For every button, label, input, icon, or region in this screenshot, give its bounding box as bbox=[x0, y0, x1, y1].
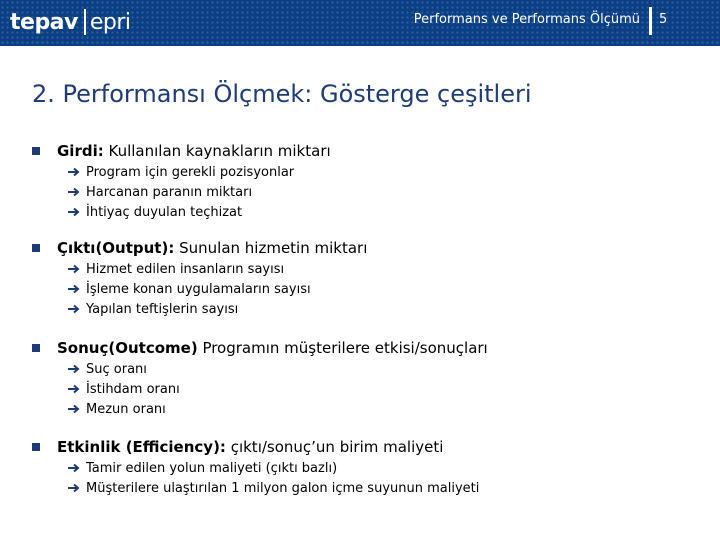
section-outcome bbox=[32, 337, 488, 419]
list-item bbox=[68, 162, 331, 182]
sub-list bbox=[68, 259, 367, 319]
presentation-title: Performans ve Performans Ölçümü bbox=[413, 12, 640, 27]
sub-list bbox=[68, 359, 488, 419]
list-item-text: İşleme konan uygulamaların sayısı bbox=[86, 281, 311, 297]
header-bar bbox=[0, 0, 720, 46]
square-bullet-icon bbox=[32, 344, 40, 352]
logo-tepav: tepav bbox=[10, 9, 78, 35]
arrow-right-icon bbox=[68, 483, 80, 493]
list-item-text: İhtiyaç duyulan teçhizat bbox=[86, 204, 243, 220]
arrow-right-icon bbox=[68, 304, 80, 314]
logo-separator bbox=[84, 9, 86, 35]
term-label: Girdi: bbox=[57, 142, 104, 160]
list-item-text: Tamir edilen yolun maliyeti (çıktı bazlı) bbox=[86, 460, 338, 476]
bullet-text bbox=[57, 142, 331, 160]
sub-list bbox=[68, 162, 331, 222]
list-item bbox=[68, 259, 367, 279]
arrow-right-icon bbox=[68, 187, 80, 197]
term-label: Etkinlik (Efficiency): bbox=[57, 438, 226, 456]
bullet-row bbox=[32, 140, 331, 162]
arrow-right-icon bbox=[68, 264, 80, 274]
list-item-text: Yapılan teftişlerin sayısı bbox=[86, 301, 239, 317]
list-item-text: Müşterilere ulaştırılan 1 milyon galon içme suyunun maliyeti bbox=[86, 480, 480, 496]
list-item bbox=[68, 299, 367, 319]
list-item bbox=[68, 399, 488, 419]
square-bullet-icon bbox=[32, 244, 40, 252]
list-item-text: Program için gerekli pozisyonlar bbox=[86, 164, 295, 180]
logo-epri: epri bbox=[89, 9, 131, 35]
arrow-right-icon bbox=[68, 463, 80, 473]
page-number: 5 bbox=[659, 12, 668, 27]
bullet-row bbox=[32, 237, 367, 259]
list-item bbox=[68, 182, 331, 202]
section-input bbox=[32, 140, 331, 222]
section-efficiency bbox=[32, 436, 479, 498]
logo bbox=[10, 4, 131, 40]
slide-title: 2. Performansı Ölçmek: Gösterge çeşitleri bbox=[32, 80, 532, 108]
arrow-right-icon bbox=[68, 364, 80, 374]
term-description: Kullanılan kaynakların miktarı bbox=[103, 142, 331, 160]
list-item bbox=[68, 458, 479, 478]
arrow-right-icon bbox=[68, 384, 80, 394]
header-divider bbox=[649, 7, 652, 35]
bullet-text bbox=[57, 339, 488, 357]
list-item bbox=[68, 478, 479, 498]
bullet-row bbox=[32, 337, 488, 359]
term-description: Programın müşterilere etkisi/sonuçları bbox=[197, 339, 488, 357]
term-description: çıktı/sonuç’un birim maliyeti bbox=[225, 438, 444, 456]
bullet-row bbox=[32, 436, 479, 458]
section-output bbox=[32, 237, 367, 319]
term-description: Sunulan hizmetin miktarı bbox=[174, 239, 368, 257]
square-bullet-icon bbox=[32, 443, 40, 451]
square-bullet-icon bbox=[32, 147, 40, 155]
arrow-right-icon bbox=[68, 404, 80, 414]
bullet-text bbox=[57, 438, 443, 456]
list-item bbox=[68, 279, 367, 299]
list-item-text: Mezun oranı bbox=[86, 401, 166, 417]
list-item bbox=[68, 202, 331, 222]
bullet-text bbox=[57, 239, 367, 257]
list-item-text: Harcanan paranın miktarı bbox=[86, 184, 253, 200]
list-item-text: İstihdam oranı bbox=[86, 381, 180, 397]
list-item-text: Hizmet edilen insanların sayısı bbox=[86, 261, 285, 277]
list-item bbox=[68, 379, 488, 399]
arrow-right-icon bbox=[68, 167, 80, 177]
list-item bbox=[68, 359, 488, 379]
arrow-right-icon bbox=[68, 207, 80, 217]
sub-list bbox=[68, 458, 479, 498]
term-label: Sonuç(Outcome) bbox=[57, 339, 198, 357]
arrow-right-icon bbox=[68, 284, 80, 294]
term-label: Çıktı(Output): bbox=[57, 239, 175, 257]
list-item-text: Suç oranı bbox=[86, 361, 147, 377]
